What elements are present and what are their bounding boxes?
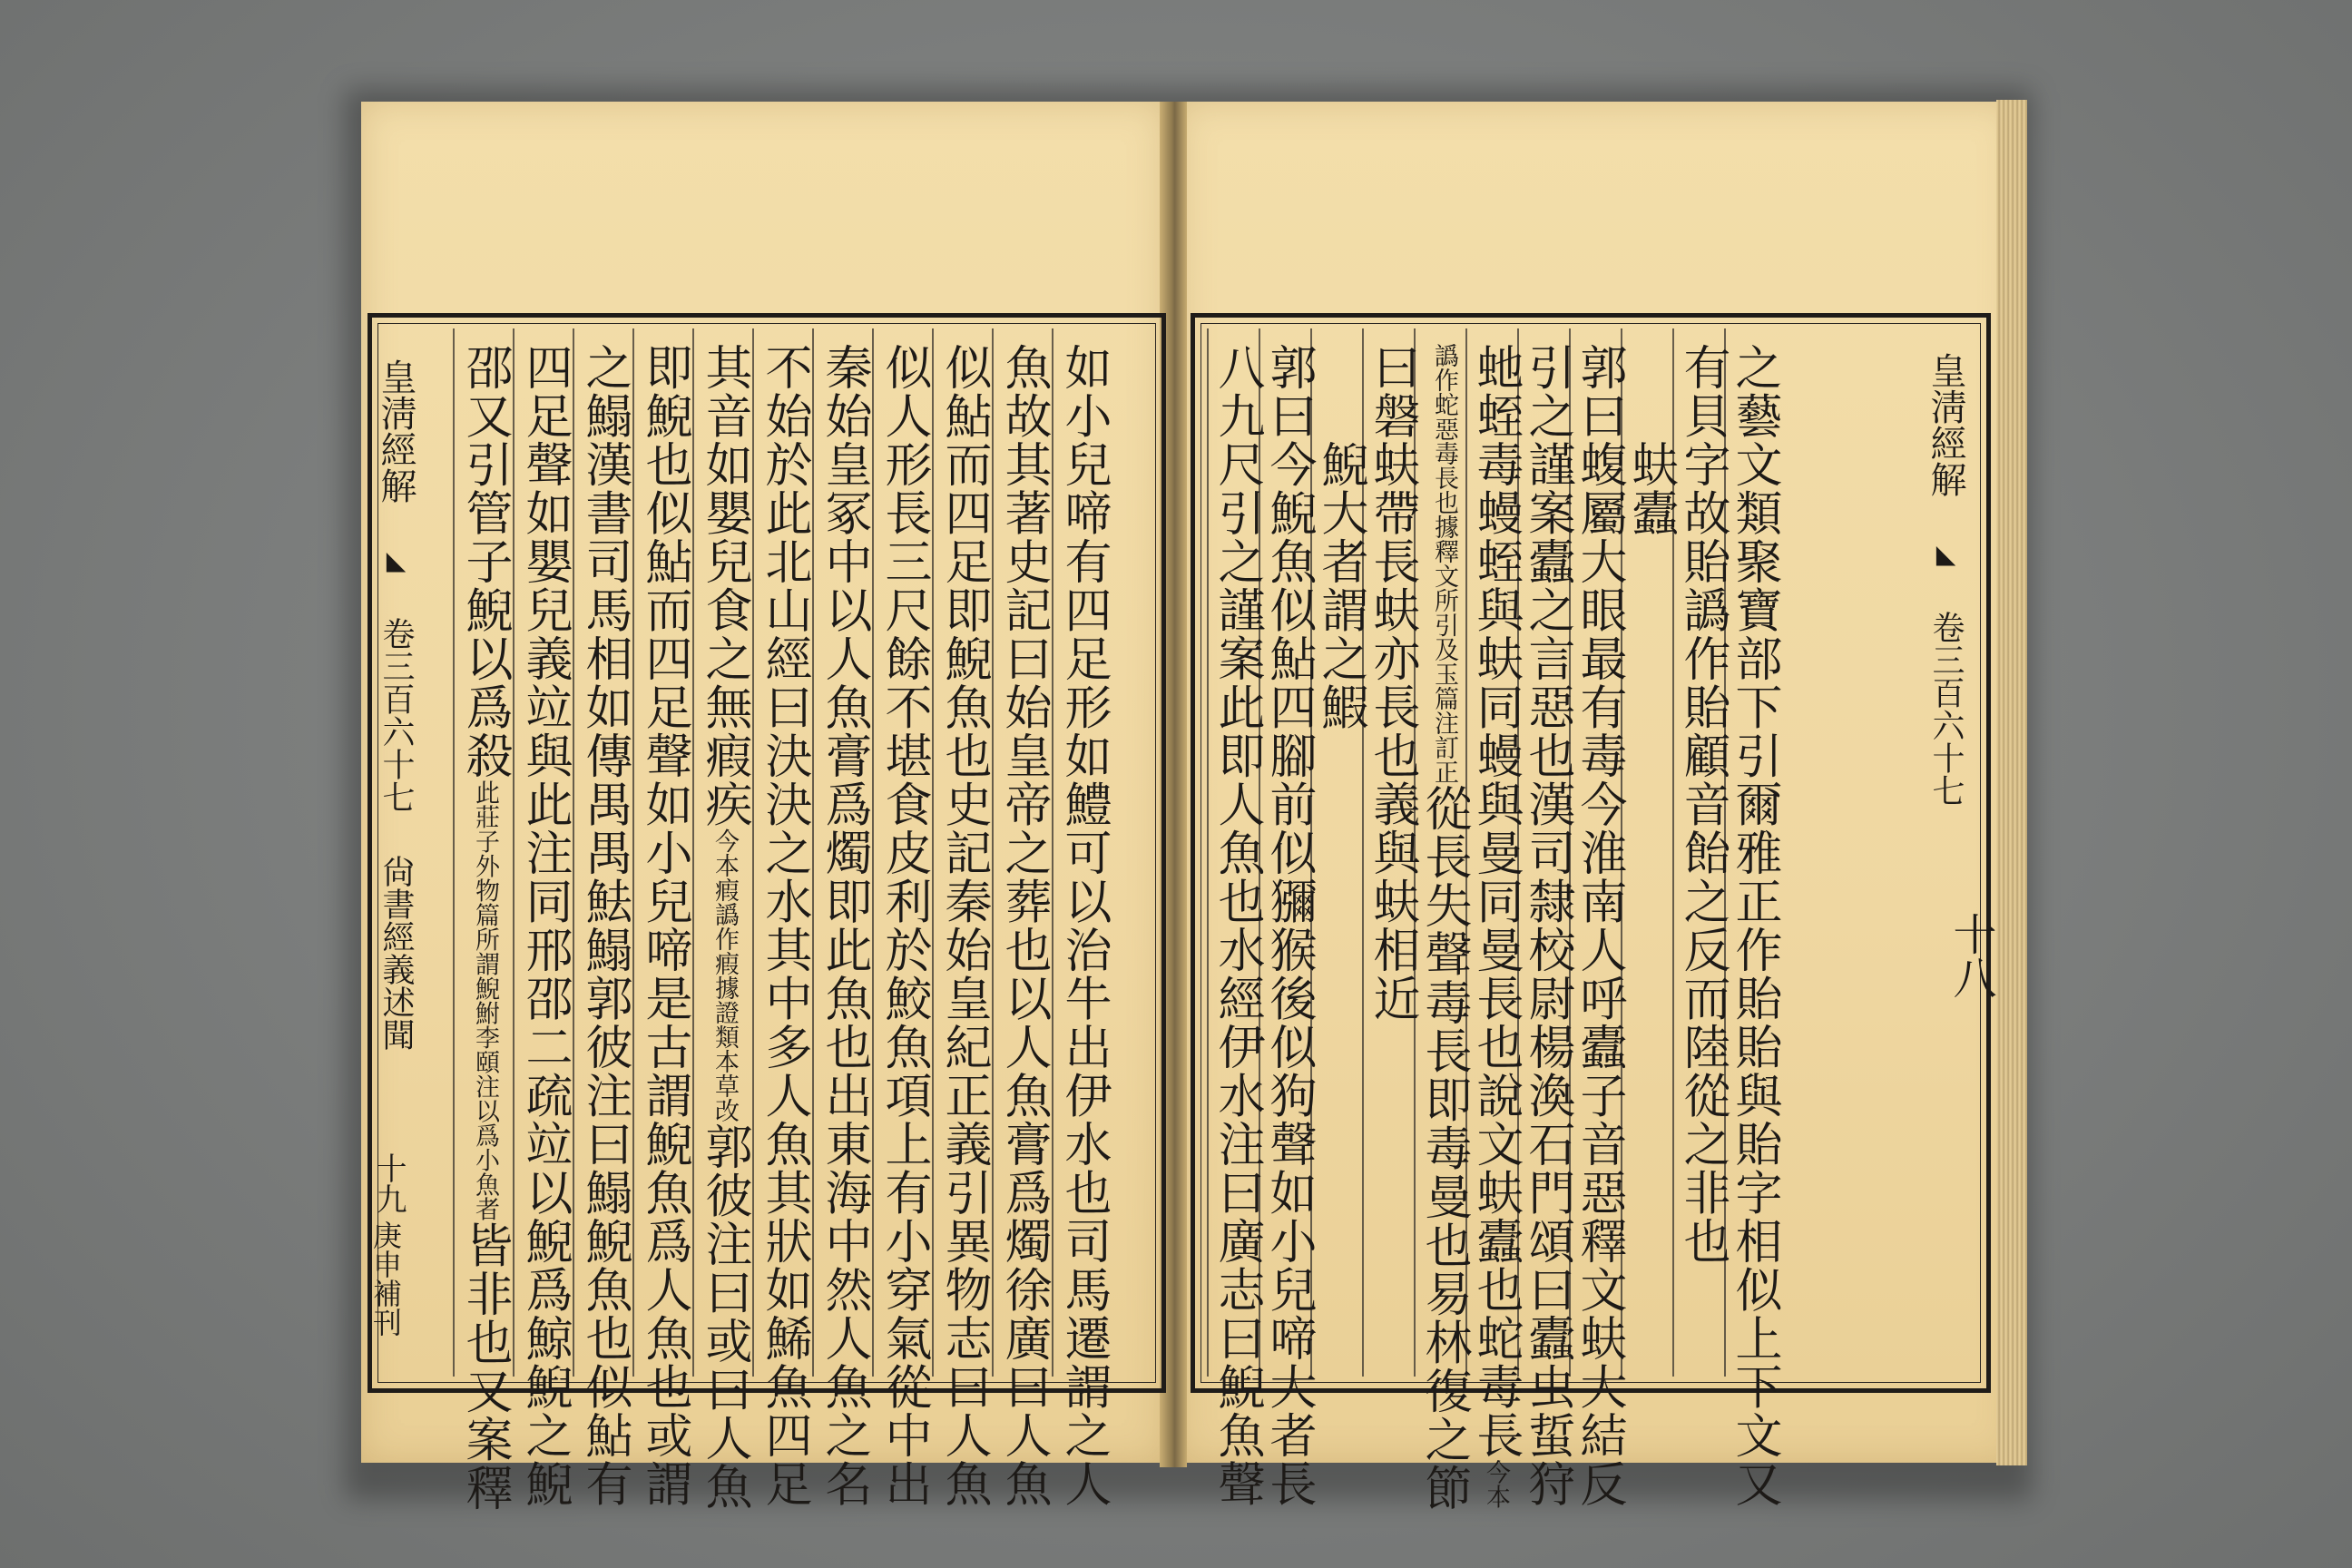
interlinear-note: 譌作蛇惡毒長也據釋文所引及玉篇注訂正 [1430, 343, 1458, 784]
right-margin-title: 皇淸經解 [1925, 352, 1966, 497]
column-main-text: 有貝字故貽譌作貽顧音飴之反而陸從之非也 [1675, 343, 1730, 1266]
text-column [997, 343, 1050, 1508]
column-rule [453, 328, 455, 1377]
column-rule [812, 328, 814, 1377]
interlinear-note: 今本 [1482, 1459, 1510, 1509]
text-column [758, 343, 810, 1508]
text-column [458, 343, 511, 1513]
text-column [1469, 343, 1522, 1509]
text-column [1624, 343, 1677, 537]
column-rule [1052, 328, 1054, 1377]
text-column [518, 343, 571, 1508]
interlinear-note: 此莊子外物篇所謂鯢鮒李頤注以爲小魚者 [471, 779, 499, 1221]
interlinear-note: 今本瘕譌作瘕據證類本草改 [710, 828, 739, 1122]
right-folio: 十八 [1945, 912, 1996, 999]
text-column [578, 343, 631, 1508]
left-margin-title: 皇淸經解 [375, 358, 416, 504]
fish-tail-mark: ◣ [1931, 539, 1961, 569]
page-edges [1996, 100, 2027, 1465]
column-main-text: 之藝文類聚寶部下引爾雅正作貽貽與貽字相似上下文又 [1727, 343, 1781, 1508]
text-column [1210, 343, 1263, 1508]
column-main-text: 似鮎而四足即鯢魚也史記秦始皇紀正義引異物志曰人魚 [936, 343, 991, 1508]
column-rule [872, 328, 874, 1377]
column-rule [513, 328, 514, 1377]
right-margin-strip [1926, 352, 1965, 807]
text-column [877, 343, 930, 1508]
left-margin-subtitle: 尙書經義述聞 [377, 855, 415, 1051]
column-rule [573, 328, 574, 1377]
column-main-text: 虵蛭毒蟃蛭與蚨同蟃與曼同曼長也說文蚨蠹也蛇毒長 [1468, 343, 1523, 1460]
column-rule [692, 328, 694, 1377]
text-column [1366, 343, 1418, 1023]
text-column [1728, 343, 1780, 1508]
column-tail-text: 皆非也又案釋 [457, 1220, 512, 1513]
column-main-text: 八九尺引之謹案此即人魚也水經伊水注曰廣志曰鯢魚聲 [1210, 343, 1264, 1508]
left-edition-mark: 庚申補刊 [368, 1220, 403, 1337]
text-column [818, 343, 870, 1508]
text-column [1262, 343, 1315, 1508]
column-main-text: 邵又引管子鯢以爲殺 [457, 343, 512, 780]
text-column [638, 343, 691, 1508]
column-main-text: 郭曰蝮屬大眼最有毒今淮南人呼蠹子音惡釋文蚨大結反 [1572, 343, 1626, 1508]
column-main-text: 即鯢也似鮎而四足聲如小兒啼是古謂鯢魚爲人魚也或謂 [637, 343, 691, 1508]
column-rule [1207, 328, 1209, 1377]
left-margin-strip [375, 358, 416, 1051]
text-column [1573, 343, 1625, 1508]
fish-tail-mark: ◣ [381, 545, 411, 575]
column-main-text: 引之謹案蠹之言惡也漢司隸校尉楊渙石門頌曰蠹虫蜇狩 [1520, 343, 1574, 1508]
column-main-text: 秦始皇冢中以人魚膏爲燭即此魚也出東海中然人魚之名 [817, 343, 871, 1508]
column-rule [992, 328, 994, 1377]
text-column [1057, 343, 1110, 1508]
column-main-text: 如小兒啼有四足形如鱧可以治牛出伊水也司馬遷謂之人 [1056, 343, 1111, 1508]
left-folio: 十九 [370, 1152, 407, 1214]
text-column [1521, 343, 1573, 1508]
column-rule [932, 328, 934, 1377]
column-tail-text: 郭彼注曰或曰人魚 [697, 1122, 751, 1511]
text-column [1676, 343, 1729, 1266]
column-main-text: 曰磐蚨帶長蚨亦長也義與蚨相近 [1365, 343, 1419, 1023]
column-main-text: 不始於此北山經曰決決之水其中多人魚其狀如鯑魚四足 [757, 343, 811, 1508]
column-main-text: 其音如嬰兒食之無瘕疾 [697, 343, 751, 828]
text-column [1417, 343, 1470, 1513]
text-column [698, 343, 750, 1511]
column-tail-text: 從長失聲毒長即毒曼也易林復之節 [1416, 784, 1471, 1513]
text-column [1314, 343, 1367, 731]
column-main-text: 之鰨漢書司馬相如傳禺禺魼鰨郭彼注曰鰨鯢魚也似鮎有 [577, 343, 632, 1508]
column-main-text: 似人形長三尺餘不堪食皮利於鮫魚項上有小穿氣從中出 [877, 343, 931, 1508]
column-rule [632, 328, 634, 1377]
text-column [937, 343, 990, 1508]
column-rule [752, 328, 754, 1377]
right-margin-volume: 卷三百六十七 [1927, 611, 1965, 807]
left-margin-volume: 卷三百六十七 [377, 617, 415, 813]
column-main-text: 鯢大者謂之鰕 [1313, 343, 1367, 731]
column-main-text: 蚨蠹 [1623, 343, 1678, 537]
column-main-text: 四足聲如嬰兒義竝與此注同邢邵二疏竝以鯢爲鯨鯢之鯢 [517, 343, 572, 1508]
column-main-text: 郭曰今鯢魚似鮎四腳前似獼猴後似狗聲如小兒啼大者長 [1261, 343, 1316, 1508]
column-main-text: 魚故其著史記曰始皇帝之葬也以人魚膏爲燭徐廣曰人魚 [996, 343, 1051, 1508]
